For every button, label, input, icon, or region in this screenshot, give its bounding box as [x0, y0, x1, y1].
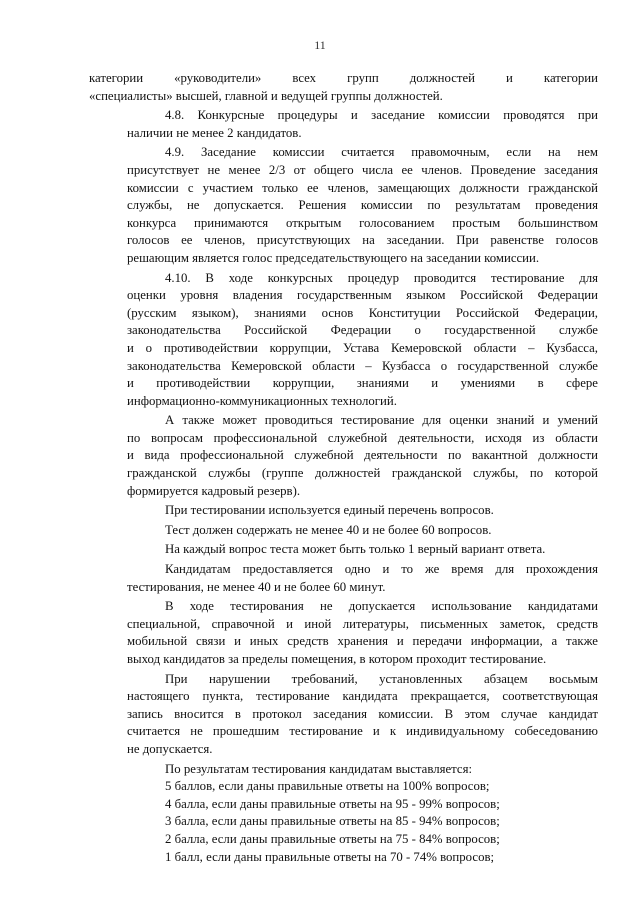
- text-line: При тестировании используется единый перечень вопросов.: [165, 503, 494, 518]
- text-line: голосов ее членов, присутствующих на заседании. При равенстве голосов: [127, 233, 598, 248]
- text-line: На каждый вопрос теста может быть только 1 верный вариант ответа.: [165, 542, 546, 557]
- text-line: по вопросам профессиональной служебной деятельности, исходя из области: [127, 430, 598, 445]
- text-line: 2 балла, если даны правильные ответы на 75 - 84% вопросов;: [165, 831, 500, 846]
- paragraph-p8: [89, 561, 598, 596]
- text-line: оценки уровня владения государственным языком Российской Федерации: [127, 288, 598, 303]
- paragraph-p9: [89, 598, 598, 668]
- text-line: 1 балл, если даны правильные ответы на 70 - 74% вопросов;: [165, 849, 495, 864]
- text-line: «специалисты» высшей, главной и ведущей группы должностей.: [89, 88, 443, 103]
- text-line: 3 балла, если даны правильные ответы на 85 - 94% вопросов;: [165, 814, 500, 829]
- paragraph-p1: [89, 107, 598, 142]
- paragraph-p11: [89, 761, 598, 779]
- text-line: решающим является голос председательствующего на заседании комиссии.: [127, 250, 540, 265]
- document-body: [89, 70, 598, 866]
- text-line: информационно-коммуникационных технологий.: [127, 393, 397, 408]
- text-line: 5 баллов, если даны правильные ответы на 100% вопросов;: [165, 779, 490, 794]
- paragraph-p10: [89, 671, 598, 759]
- text-line: Тест должен содержать не менее 40 и не более 60 вопросов.: [165, 522, 492, 537]
- text-line: и о противодействии коррупции, Устава Кемеровской области – Кузбасса,: [127, 340, 598, 355]
- text-line: службы, не допускается. Решения комиссии по результатам проведения: [127, 198, 598, 213]
- paragraph-p7: [89, 541, 598, 559]
- text-line: По результатам тестирования кандидатам выставляется:: [165, 761, 473, 776]
- text-line: 4.8. Конкурсные процедуры и заседание комиссии проводятся при: [165, 108, 598, 123]
- text-line: В ходе тестирования не допускается использование кандидатами: [165, 599, 598, 614]
- text-line: наличии не менее 2 кандидатов.: [127, 125, 302, 140]
- paragraph-p12: [89, 778, 598, 796]
- paragraph-p13: [89, 796, 598, 814]
- paragraph-p6: [89, 522, 598, 540]
- text-line: законодательства Российской Федерации о государственной службе: [127, 323, 598, 338]
- paragraph-p3: [89, 270, 598, 411]
- page-number: 11: [314, 38, 326, 52]
- text-line: присутствует не менее 2/3 от общего числа ее членов. Проведение заседания: [127, 162, 598, 177]
- paragraph-p0: [89, 70, 598, 105]
- text-line: Кандидатам предоставляется одно и то же время для прохождения: [165, 562, 598, 577]
- text-line: законодательства Кемеровской области – Кузбасса о государственной службе: [127, 358, 598, 373]
- paragraph-p4: [89, 412, 598, 500]
- text-line: 4.10. В ходе конкурсных процедур проводится тестирование для: [165, 270, 598, 285]
- text-line: и противодействии коррупции, знаниями и умениями в сфере: [127, 376, 598, 391]
- text-line: А также может проводиться тестирование для оценки знаний и умений: [165, 413, 598, 428]
- text-line: выход кандидатов за пределы помещения, в котором проходит тестирование.: [127, 652, 547, 666]
- text-line: считается не прошедшим тестирование и к индивидуальному собеседованию: [127, 724, 598, 739]
- text-line: настоящего пункта, тестирование кандидата прекращается, соответствующая: [127, 689, 598, 704]
- text-line: категории «руководители» всех групп должностей и категории: [89, 71, 598, 85]
- text-line: не допускается.: [127, 741, 213, 756]
- paragraph-p5: [89, 502, 598, 520]
- text-line: мобильной связи и иных средств хранения и передачи информации, а также: [127, 634, 598, 649]
- text-line: и вида профессиональной служебной деятельности по вакантной должности: [127, 448, 598, 463]
- text-line: конкурса принимаются открытым голосованием простым большинством: [127, 215, 598, 230]
- text-line: 4 балла, если даны правильные ответы на 95 - 99% вопросов;: [165, 796, 500, 811]
- text-line: запись вносится в протокол заседания комиссии. В этом случае кандидат: [127, 706, 598, 721]
- paragraph-p2: [89, 144, 598, 267]
- text-line: комиссии с участием только ее членов, замещающих должности гражданской: [127, 180, 598, 195]
- paragraph-p15: [89, 831, 598, 849]
- paragraph-p16: [89, 849, 598, 867]
- text-line: специальной, справочной и иной литературы, письменных заметок, средств: [127, 616, 598, 631]
- paragraph-p14: [89, 813, 598, 831]
- text-line: тестирования, не менее 40 и не более 60 минут.: [127, 579, 386, 594]
- text-line: (русским языком), знаниями основ Конституции Российской Федерации,: [127, 305, 598, 320]
- text-line: 4.9. Заседание комиссии считается правомочным, если на нем: [165, 145, 598, 160]
- text-line: При нарушении требований, установленных абзацем восьмым: [165, 671, 598, 686]
- text-line: гражданской службы (группе должностей гражданской службы, по которой: [127, 466, 598, 481]
- text-line: формируется кадровый резерв).: [127, 483, 301, 498]
